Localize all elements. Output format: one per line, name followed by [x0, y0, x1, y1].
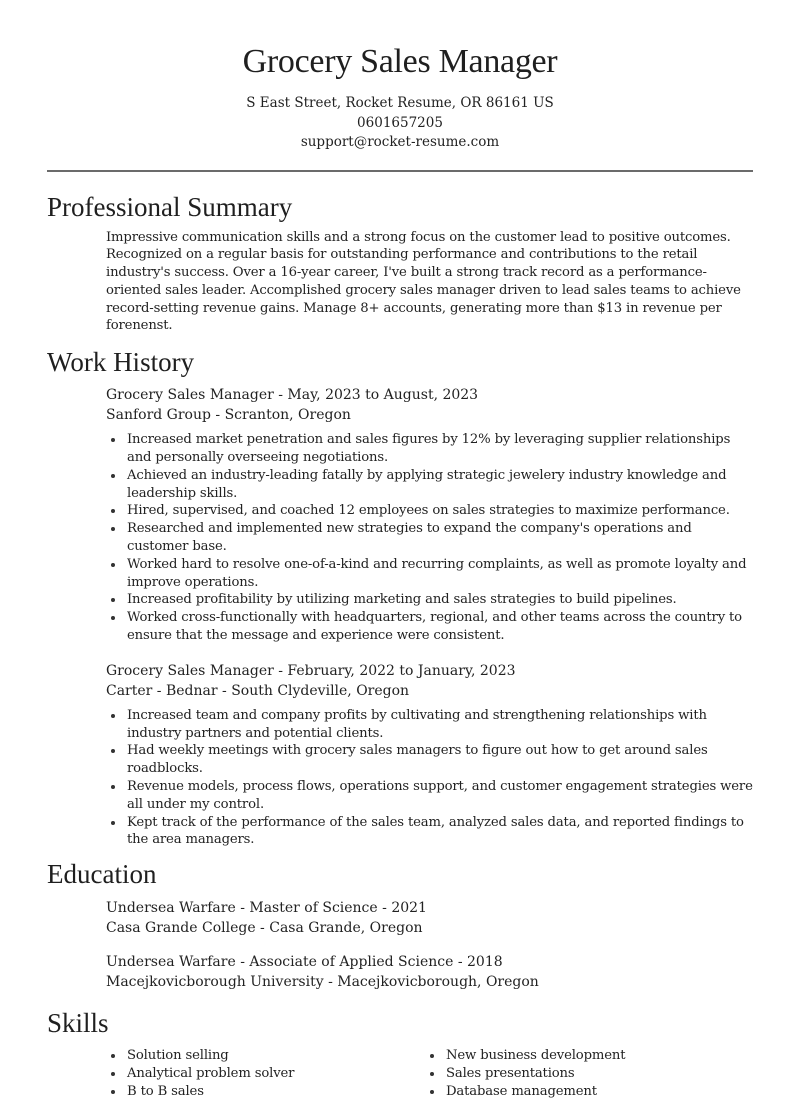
school-line: Macejkovicborough University - Macejkovicborough, Oregon [106, 974, 539, 991]
section-title-summary: Professional Summary [47, 191, 293, 222]
contact-phone: 0601657205 [357, 114, 443, 131]
job-bullets [106, 707, 753, 849]
list-item: Increased market penetration and sales figures by 12% by leveraging supplier relationships and personally overseeing negotiations. [127, 431, 753, 467]
skill-item: B to B sales [127, 1083, 425, 1101]
skill-item: New business development [446, 1047, 725, 1065]
job-bullets [106, 431, 753, 645]
list-item: Had weekly meetings with grocery sales managers to figure out how to get around sales roadblocks. [127, 742, 753, 778]
resume-page [47, 0, 753, 1101]
job-company-line: Sanford Group - Scranton, Oregon [106, 407, 351, 424]
contact-email: support@rocket-resume.com [300, 134, 500, 150]
education-list [106, 898, 753, 992]
work-history-list [106, 385, 753, 849]
skills-column-right [425, 1047, 725, 1100]
header-divider [47, 170, 753, 172]
education-entry [106, 898, 753, 938]
job-entry [106, 385, 753, 645]
section-title-skills: Skills [47, 1008, 109, 1039]
skill-item: Database management [446, 1083, 725, 1101]
job-title-line: Grocery Sales Manager - February, 2022 to January, 2023 [106, 662, 516, 679]
school-line: Casa Grande College - Casa Grande, Oregon [106, 920, 423, 937]
section-title-work-history: Work History [47, 347, 195, 378]
list-item: Worked cross-functionally with headquarters, regional, and other teams across the country to ensure that the message and experience were consistent. [127, 609, 753, 645]
skill-item: Analytical problem solver [127, 1065, 425, 1083]
skills-column-left [106, 1047, 425, 1100]
resume-header [47, 0, 753, 153]
list-item: Researched and implemented new strategies to expand the company's operations and customer base. [127, 520, 753, 556]
job-entry [106, 661, 753, 849]
job-company-line: Carter - Bednar - South Clydeville, Oregon [106, 682, 410, 699]
section-title-education: Education [47, 859, 157, 890]
list-item: Increased team and company profits by cultivating and strengthening relationships with industry partners and potential clients. [127, 707, 753, 743]
list-item: Achieved an industry-leading fatally by applying strategic jewelery industry knowledge and leadership skills. [127, 467, 753, 503]
degree-line: Undersea Warfare - Master of Science - 2021 [106, 900, 427, 917]
list-item: Kept track of the performance of the sales team, analyzed sales data, and reported findings to the area managers. [127, 814, 753, 850]
list-item: Worked hard to resolve one-of-a-kind and recurring complaints, as well as promote loyalty and improve operations. [127, 556, 753, 592]
summary-text: Impressive communication skills and a strong focus on the customer lead to positive outcomes. Recognized on a regular basis for outstanding performance and contributions to the retail industry's success. Over a 16-year career, I've built a strong track record as a performance-oriented sales leader. Accomplished grocery sales manager driven to lead sales teams to achieve record-setting revenue gains. Manage 8+ accounts, generating more than $13 in revenue per forenenst. [106, 229, 741, 334]
job-title-line: Grocery Sales Manager - May, 2023 to August, 2023 [106, 387, 479, 404]
degree-line: Undersea Warfare - Associate of Applied Science - 2018 [106, 954, 503, 971]
education-entry [106, 952, 753, 992]
skills-grid [106, 1047, 753, 1100]
list-item: Revenue models, process flows, operations support, and customer engagement strategies were all under my control. [127, 779, 753, 812]
skill-item: Solution selling [127, 1047, 425, 1065]
skill-item: Sales presentations [446, 1065, 725, 1083]
contact-address: S East Street, Rocket Resume, OR 86161 US [246, 95, 554, 111]
page-title: Grocery Sales Manager [242, 43, 558, 80]
list-item: Increased profitability by utilizing marketing and sales strategies to build pipelines. [127, 591, 753, 609]
list-item: Hired, supervised, and coached 12 employees on sales strategies to maximize performance. [127, 502, 753, 520]
